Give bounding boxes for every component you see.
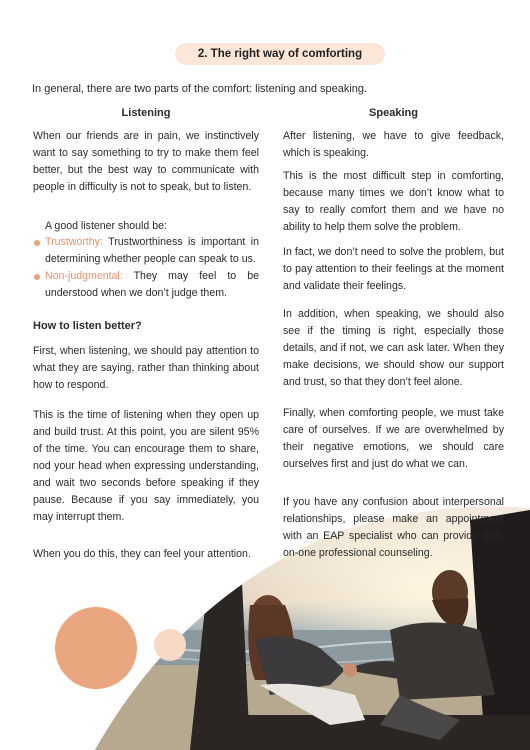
bullet-text: They may feel to be understood when we don’t judge them.	[45, 270, 259, 299]
listening-paragraph-4: When you do this, they can feel your attention.	[33, 548, 251, 560]
speaking-paragraph-3: In fact, we don’t need to solve the problem, but to pay attention to their feelings at the moment and validate their feelings.	[283, 246, 504, 292]
speaking-paragraph-6: If you have any confusion about interpersonal relationships, please make an appointment with an EAP specialist who can provide one-on-one professional counseling.	[283, 496, 504, 559]
bullet-label: Non-judgmental:	[45, 270, 123, 282]
speaking-paragraph-5: Finally, when comforting people, we must take care of ourselves. If we are overwhelmed by their negative emotions, we should care ourselves first and just do what we can.	[283, 407, 504, 470]
section-title: 2. The right way of comforting	[175, 43, 385, 65]
listening-paragraph-3: This is the time of listening when they open up and build trust. At this point, you are silent 95% of the time. You can encourage them to share, nod your head when expressing understanding, and wait two seconds before speaking if they pause. Because if you say immediately, you may interrupt them.	[33, 409, 259, 523]
listening-heading: Listening	[121, 107, 171, 119]
speaking-paragraph-4: In addition, when speaking, we should also see if the timing is right, especially those details, and if not, we can ask later. When they make decisions, we should show our support and trust, so that they don’t feel alone.	[283, 308, 504, 388]
intro-text: In general, there are two parts of the comfort: listening and speaking.	[32, 83, 368, 95]
speaking-paragraph-2: This is the most difficult step in comforting, because many times we don’t know what to say to really comfort them and we have no ability to help them solve the problem.	[283, 170, 504, 233]
how-to-listen-heading: How to listen better?	[33, 320, 142, 332]
bullet-text: Trustworthiness is important in determining whether people can speak to us.	[45, 236, 259, 265]
bullet-dot	[34, 274, 40, 280]
speaking-heading: Speaking	[369, 107, 418, 119]
listening-paragraph-1: When our friends are in pain, we instinctively want to say something to try to make them feel better, but the best way to communicate with people in difficulty is not to speak, but to listen.	[33, 130, 259, 193]
bullet-label: Trustworthy:	[45, 236, 103, 248]
decorative-circle-large	[55, 607, 137, 689]
good-listener-intro: A good listener should be:	[45, 220, 167, 232]
decorative-circle-small	[154, 629, 186, 661]
bullet-dot	[34, 240, 40, 246]
bullet-trustworthy	[45, 234, 259, 268]
bullet-non-judgmental	[45, 268, 259, 302]
speaking-paragraph-1: After listening, we have to give feedback, which is speaking.	[283, 130, 504, 159]
listening-paragraph-2: First, when listening, we should pay attention to what they are saying, rather than thinking about how to respond.	[33, 345, 259, 391]
